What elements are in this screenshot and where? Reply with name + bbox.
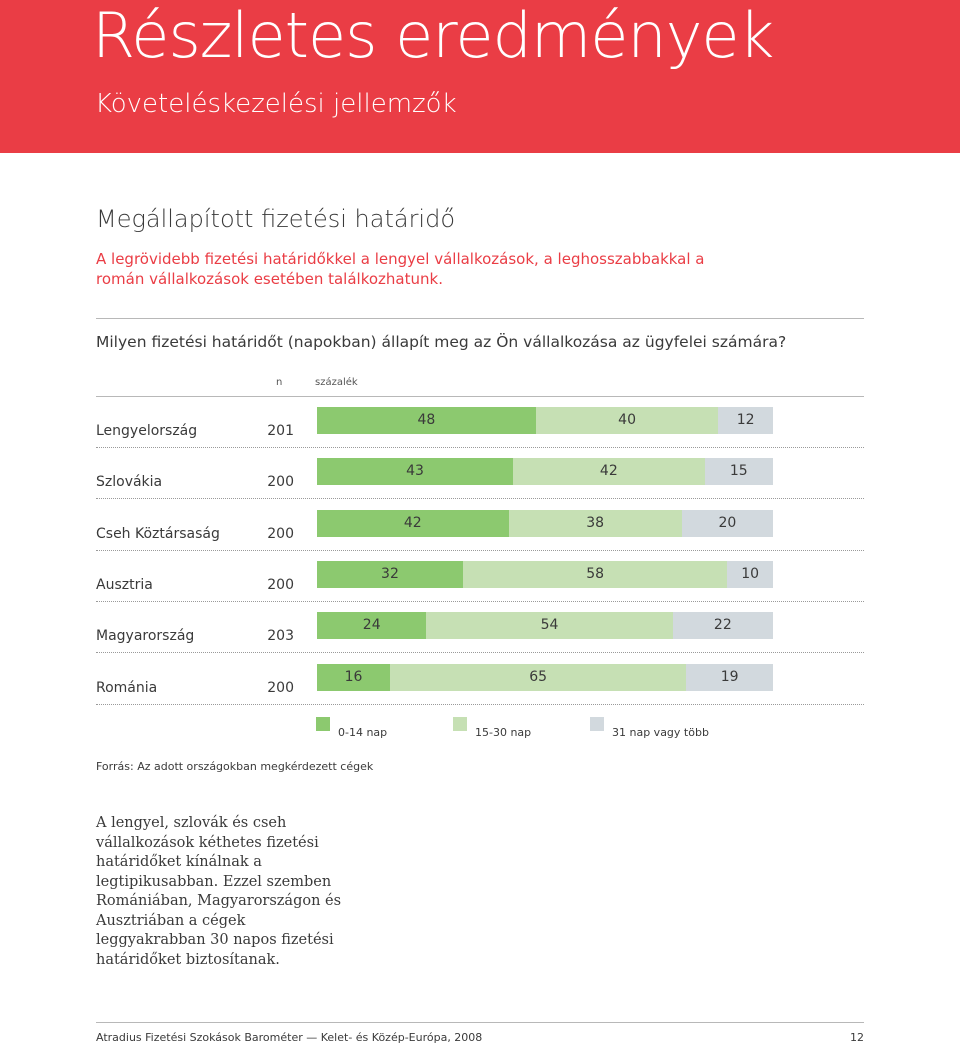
row-n: 200 — [267, 474, 294, 491]
footer-divider — [96, 1022, 864, 1023]
column-header-n: n — [276, 377, 283, 388]
bar-value-label: 42 — [599, 463, 618, 480]
bar-segment — [317, 561, 463, 588]
page-title: Részletes eredmények — [92, 0, 774, 72]
legend-label: 31 nap vagy több — [612, 725, 709, 739]
bar-segment — [463, 561, 727, 588]
bar-row — [317, 407, 773, 434]
bar-value-label: 20 — [718, 514, 737, 531]
bar-value-label: 15 — [729, 463, 748, 480]
row-divider — [96, 550, 864, 551]
bar-value-label: 32 — [381, 565, 399, 582]
page-subtitle: Követeléskezelési jellemzők — [95, 89, 457, 119]
bar-value-label: 43 — [406, 463, 424, 480]
section-title: Megállapított fizetési határidő — [96, 205, 456, 233]
bar-value-label: 42 — [403, 514, 422, 531]
bar-row — [317, 561, 773, 588]
legend-swatch-gray — [590, 717, 604, 731]
header-banner — [0, 0, 960, 153]
legend-swatch-dark-green — [316, 717, 330, 731]
legend-label: 0-14 nap — [338, 725, 388, 739]
bar-value-label: 48 — [417, 412, 436, 428]
row-n: 201 — [267, 423, 294, 439]
bar-value-label: 24 — [362, 617, 381, 634]
bar-value-label: 19 — [720, 668, 739, 685]
row-n: 200 — [267, 525, 294, 542]
commentary-text: A lengyel, szlovák és cseh vállalkozások kéthetes fizetési határidőket kínálnak a legtipikusabban. Ezzel szemben Romániában, Magyarországon és Ausztriában a cégek leggyakrabban 30 napos fizetési határidőket biztosítanak. — [96, 815, 342, 968]
bar-segment — [727, 561, 773, 588]
bar-value-label: 22 — [713, 617, 732, 634]
bar-segment — [513, 458, 705, 485]
column-header-percent: százalék — [315, 377, 358, 388]
chart-top-divider — [96, 396, 864, 397]
bar-segment — [317, 612, 426, 639]
bar-segment — [426, 612, 672, 639]
legend-item-0-14 — [316, 716, 388, 739]
bar-value-label: 10 — [741, 565, 760, 582]
bar-value-label: 16 — [344, 668, 363, 685]
section-intro: A legrövidebb fizetési határidőkkel a lengyel vállalkozások, a leghosszabbakkal a román vállalkozások esetében találkozhatunk. — [96, 250, 705, 288]
bar-value-label: 38 — [586, 514, 605, 531]
source-note: Forrás: Az adott országokban megkérdezett cégek — [96, 760, 374, 773]
row-label: Románia — [96, 679, 158, 696]
legend-swatch-light-green — [453, 717, 467, 731]
bar-row — [317, 664, 773, 691]
row-n: 203 — [267, 628, 294, 645]
bar-segment — [686, 664, 773, 691]
row-n: 200 — [267, 576, 294, 593]
page-number: 12 — [850, 1031, 864, 1044]
bar-segment — [317, 407, 536, 434]
bar-row — [317, 612, 773, 639]
bar-value-label: 58 — [586, 565, 605, 582]
bar-value-label: 40 — [618, 412, 636, 428]
survey-question: Milyen fizetési határidőt (napokban) állapít meg az Ön vállalkozása az ügyfelei számára? — [96, 333, 787, 351]
divider — [96, 318, 864, 319]
legend-label: 15-30 nap — [475, 725, 532, 739]
bar-segment — [509, 510, 682, 537]
bar-segment — [317, 664, 390, 691]
row-label: Magyarország — [96, 628, 195, 645]
bar-segment — [718, 407, 773, 434]
bar-segment — [705, 458, 773, 485]
bar-row — [317, 458, 773, 485]
bar-row — [317, 510, 773, 537]
row-label: Szlovákia — [96, 474, 163, 491]
bar-segment — [317, 510, 509, 537]
legend-item-31-plus — [590, 716, 709, 739]
bar-segment — [673, 612, 773, 639]
row-divider — [96, 601, 864, 602]
legend-item-15-30 — [453, 716, 532, 739]
bar-segment — [317, 458, 513, 485]
footer-publication: Atradius Fizetési Szokások Barométer — Kelet- és Közép-Európa, 2008 — [96, 1031, 483, 1044]
row-divider — [96, 652, 864, 653]
row-divider — [96, 498, 864, 499]
row-label: Cseh Köztársaság — [96, 525, 220, 542]
bar-segment — [390, 664, 686, 691]
bar-value-label: 65 — [529, 668, 548, 685]
row-divider — [96, 447, 864, 448]
row-label: Ausztria — [96, 576, 153, 593]
row-label: Lengyelország — [96, 423, 198, 439]
bar-value-label: 54 — [540, 617, 559, 634]
row-divider — [96, 704, 864, 705]
bar-value-label: 12 — [736, 412, 755, 428]
bar-segment — [682, 510, 773, 537]
bar-segment — [536, 407, 718, 434]
row-n: 200 — [267, 679, 294, 696]
